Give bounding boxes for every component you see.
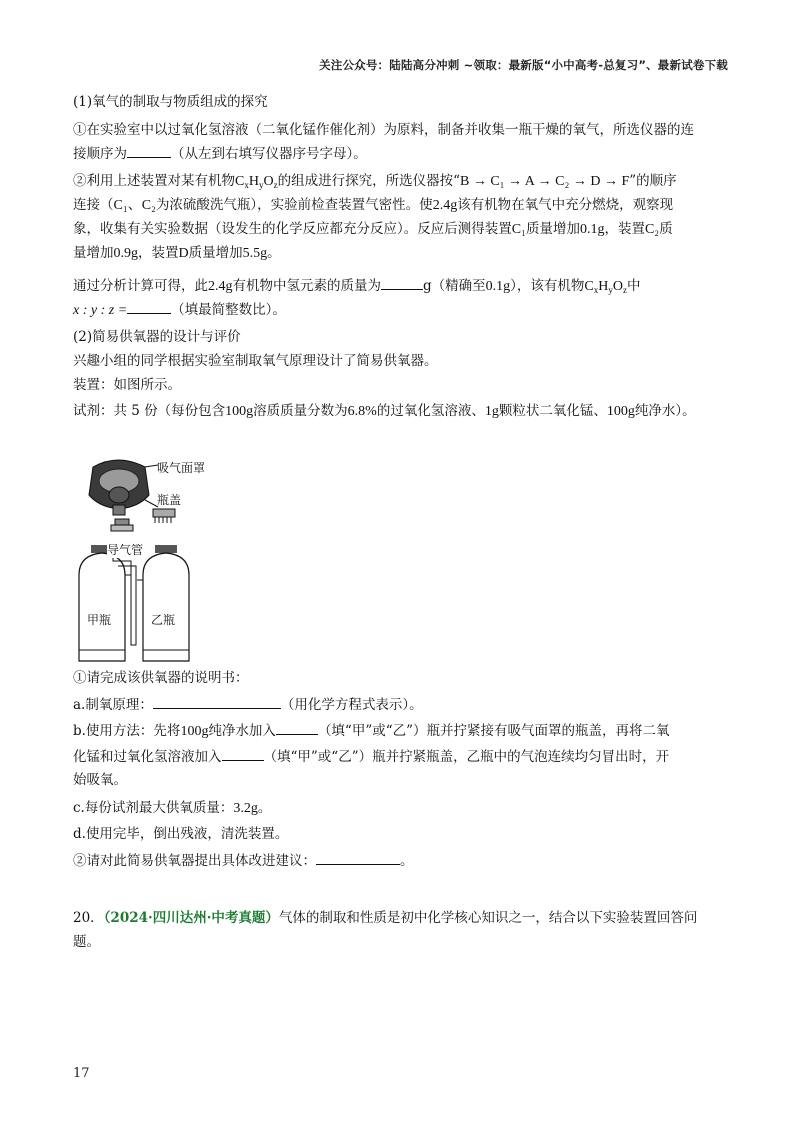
device-illustration <box>73 455 273 670</box>
q1-part1-line1: ①在实验室中以过氧化氢溶液（二氧化锰作催化剂）为原料，制备并收集一瓶干燥的氧气，所选仪器的连 <box>73 122 694 138</box>
q2-part2: ②请对此简易供氧器提出具体改进建议： 。 <box>73 850 414 871</box>
q1-part3-line1: 通过分析计算可得，此2.4g有机物中氢元素的质量为 g（精确至0.1g），该有机物$C_xH_yO_z$中 <box>73 275 641 300</box>
q2-part-b2: 化锰和过氧化氢溶液加入 （填“甲”或“乙”）瓶并拧紧瓶盖，乙瓶中的气泡连续均匀冒出时，开 <box>73 746 669 767</box>
q1-title: (1)氧气的制取与物质组成的探究 <box>73 94 268 110</box>
oxygen-supply-figure <box>73 455 273 670</box>
q1-part2-line1: ②利用上述装置对某有机物$C_xH_yO_z$的组成进行探究，所选仪器按“B → C₁ → A → C₂ → D → F”的顺序 <box>73 173 677 190</box>
q2-part-a: a.制氧原理： （用化学方程式表示）。 <box>73 694 423 715</box>
q1-part2-line4: 量增加0.9g，装置D质量增加5.5g。 <box>73 245 281 261</box>
q2-part-b3: 始吸氧。 <box>73 772 127 788</box>
q2-part-b1: b.使用方法：先将100g纯净水加入 （填“甲”或“乙”）瓶并拧紧接有吸气面罩的瓶盖，再将二氧 <box>73 720 670 742</box>
mask-icon <box>89 460 158 515</box>
bottle-b <box>143 545 189 661</box>
q20-line2: 题。 <box>73 934 100 950</box>
tube-label: 导气管 <box>107 543 144 557</box>
q1-part2-line2: 连接（C₁、C₂为浓硫酸洗气瓶），实验前检查装置气密性。使2.4g该有机物在氧气中充分燃烧，观察现 <box>73 197 674 213</box>
q1-part2-line3: 象，收集有关实验数据（设发生的化学反应都充分反应）。反应后测得装置C₁质量增加0.1g，装置C₂质 <box>73 221 673 237</box>
q20-line1: 20．（2024·四川达州·中考真题）气体的制取和性质是初中化学核心知识之一，结合以下实验装置回答问 <box>73 910 698 926</box>
q2-device: 装置：如图所示。 <box>73 377 181 393</box>
answer-blank[interactable] <box>153 694 281 709</box>
answer-blank[interactable] <box>127 143 171 158</box>
q2-part-d: d.使用完毕，倒出残液，清洗装置。 <box>73 826 289 842</box>
organic-formula: $C_xH_yO_z$ <box>584 279 627 295</box>
q2-intro: 兴趣小组的同学根据实验室制取氧气原理设计了简易供氧器。 <box>73 353 438 369</box>
answer-blank[interactable] <box>381 275 423 290</box>
question-source: （2024·四川达州·中考真题） <box>103 910 279 926</box>
q2-title: (2)简易供氧器的设计与评价 <box>73 329 241 345</box>
page-header: 关注公众号：陆陆高分冲刺 ~领取：最新版“小中高考-总复习”、最新试卷下载 <box>319 58 728 72</box>
answer-blank[interactable] <box>316 850 400 865</box>
organic-formula: $C_xH_yO_z$ <box>235 174 278 190</box>
page-number: 17 <box>73 1066 90 1081</box>
q2-reagent: 试剂：共 5 份（每份包含100g溶质质量分数为6.8%的过氧化氢溶液、1g颗粒状二氧化锰、100g纯净水）。 <box>73 403 696 419</box>
bottle-a-label: 甲瓶 <box>87 613 112 627</box>
q1-part3-line2: x : y : z = （填最简整数比）。 <box>73 299 286 321</box>
bottle-a <box>79 545 125 661</box>
q2-part-c: c.每份试剂最大供氧质量：3.2g。 <box>73 800 272 816</box>
answer-blank[interactable] <box>222 746 264 761</box>
bottle-b-label: 乙瓶 <box>151 613 176 627</box>
answer-blank[interactable] <box>127 299 171 314</box>
mask-label: 吸气面罩 <box>157 461 206 475</box>
answer-blank[interactable] <box>276 720 318 735</box>
q1-part1-line2: 接顺序为 （从左到右填写仪器序号字母）。 <box>73 143 367 164</box>
cap-label: 瓶盖 <box>157 493 182 507</box>
q2-part1: ①请完成该供氧器的说明书： <box>73 670 249 686</box>
